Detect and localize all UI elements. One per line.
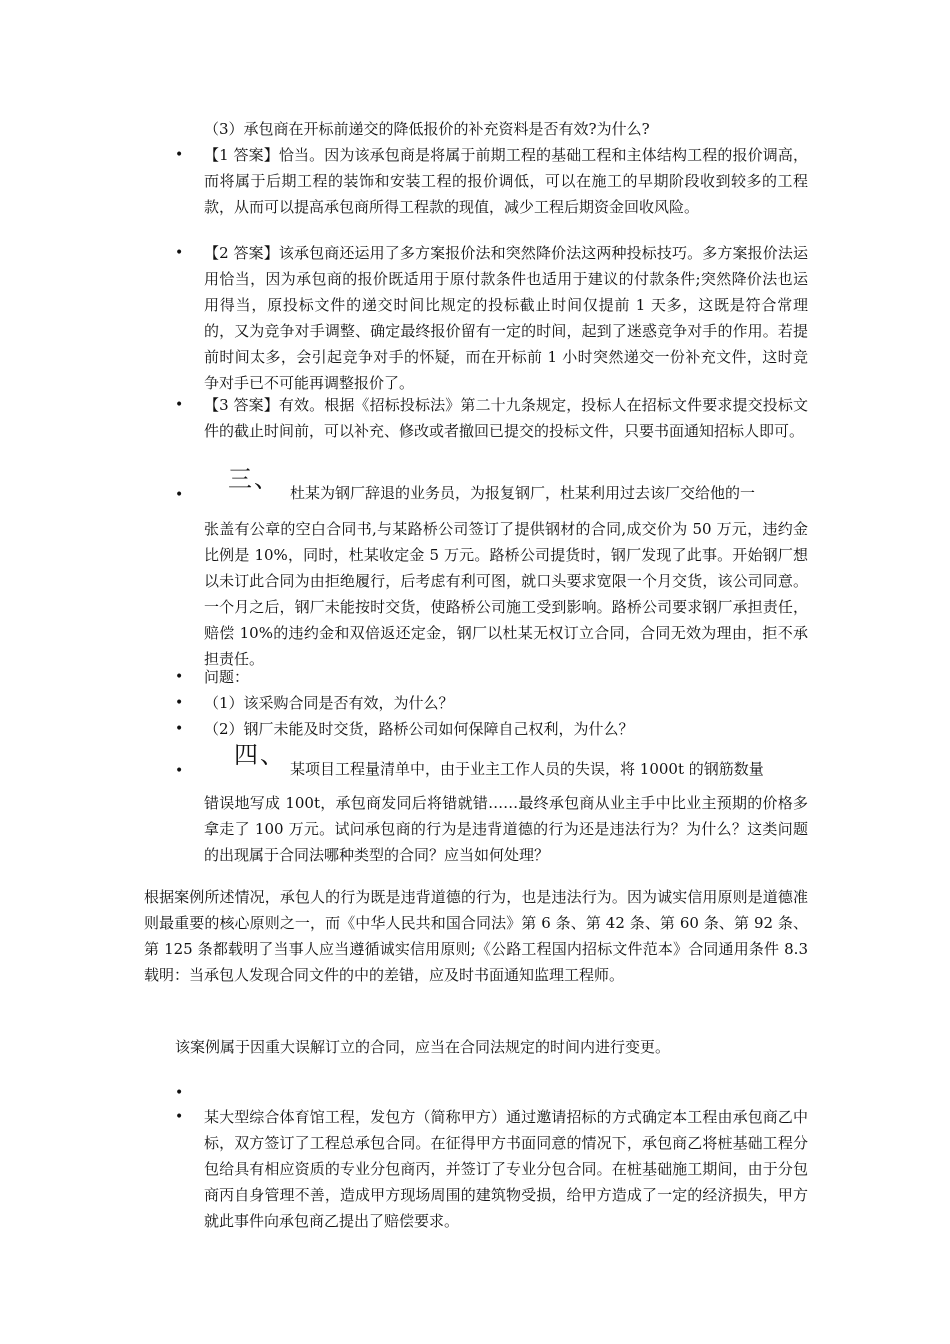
case-3-body: 张盖有公章的空白合同书,与某路桥公司签订了提供钢材的合同,成交价为 50 万元，违约金比例是 10%，同时，杜某收定金 5 万元。路桥公司提货时，钢厂发现了此事。开始钢厂想以未订此合同为由拒绝履行，后考虑有利可图，就口头要求宽限一个月交货，该公司同意。一个月之后，钢厂未能按时交货，使路桥公司施工受到影响。路桥公司要求钢厂承担责任，赔偿 10%的违约金和双倍返还定金，钢厂以杜某无权订立合同，合同无效为理由，拒不承担责任。: [204, 520, 808, 668]
bullet-marker: •: [175, 147, 184, 163]
answer-2: 【2 答案】该承包商还运用了多方案报价法和突然降价法这两种投标技巧。多方案报价法运用恰当，因为承包商的报价既适用于原付款条件也适用于建议的付款条件;突然降价法也运用得当，原投标文件的递交时间比规定的投标截止时间仅提前 1 天多，这既是符合常理的，又为竞争对手调整、确定最终报价留有一定的时间，起到了迷惑竞争对手的作用。若提前时间太多，会引起竞争对手的怀疑，而在开标前 1 小时突然递交一份补充文件，这时竞争对手已不可能再调整报价了。: [204, 244, 808, 392]
bullet-marker: •: [175, 245, 184, 261]
bullet-marker: •: [175, 1085, 184, 1101]
bullet-marker: •: [175, 763, 184, 779]
case-3-first-line: 杜某为钢厂辞退的业务员，为报复钢厂，杜某利用过去该厂交给他的一: [290, 484, 756, 502]
case-5-body: 某大型综合体育馆工程，发包方（简称甲方）通过邀请招标的方式确定本工程由承包商乙中标，双方签订了工程总承包合同。在征得甲方书面同意的情况下，承包商乙将桩基础工程分包给具有相应资质的专业分包商丙，并签订了专业分包合同。在桩基础施工期间，由于分包商丙自身管理不善，造成甲方现场周围的建筑物受损，给甲方造成了一定的经济损失，甲方就此事件向承包商乙提出了赔偿要求。: [204, 1108, 808, 1230]
bullet-marker: •: [175, 487, 184, 503]
bullet-marker: •: [175, 721, 184, 737]
case-3-number: 三、: [228, 465, 280, 493]
question-label: 问题：: [204, 668, 250, 686]
case-4-first-line: 某项目工程量清单中，由于业主工作人员的失误，将 1000t 的钢筋数量: [290, 760, 764, 778]
answer-1: 【1 答案】恰当。因为该承包商是将属于前期工程的基础工程和主体结构工程的报价调高，而将属于后期工程的装饰和安装工程的报价调低，可以在施工的早期阶段收到较多的工程款，从而可以提高承包商所得工程款的现值，减少工程后期资金回收风险。: [204, 146, 808, 216]
case-4-body: 错误地写成 100t，承包商发同后将错就错……最终承包商从业主手中比业主预期的价格多拿走了 100 万元。试问承包商的行为是违背道德的行为还是违法行为？为什么？这类问题的出现属于合同法哪种类型的合同？应当如何处理？: [204, 794, 808, 864]
bullet-marker: •: [175, 669, 184, 685]
bullet-marker: •: [175, 695, 184, 711]
case-4-number: 四、: [234, 741, 286, 769]
conclusion-paragraph: 该案例属于因重大误解订立的合同，应当在合同法规定的时间内进行变更。: [175, 1038, 671, 1056]
answer-3: 【3 答案】有效。根据《招标投标法》第二十九条规定，投标人在招标文件要求提交投标文件的截止时间前，可以补充、修改或者撤回已提交的投标文件，只要书面通知招标人即可。: [204, 396, 808, 440]
case-3-question-2: （2）钢厂未能及时交货，路桥公司如何保障自己权利，为什么？: [204, 720, 634, 738]
bullet-marker: •: [175, 1109, 184, 1125]
question-3: （3）承包商在开标前递交的降低报价的补充资料是否有效?为什么?: [204, 120, 650, 138]
case-3-question-1: （1）该采购合同是否有效，为什么？: [204, 694, 454, 712]
bullet-marker: •: [175, 397, 184, 413]
analysis-paragraph: 根据案例所述情况，承包人的行为既是违背道德的行为，也是违法行为。因为诚实信用原则是道德准则最重要的核心原则之一，而《中华人民共和国合同法》第 6 条、第 42 条、第 60 条、第 92 条、第 125 条都载明了当事人应当遵循诚实信用原则;《公路工程国内招标文件范本》合同通用条件 8.3 载明：当承包人发现合同文件的中的差错，应及时书面通知监理工程师。: [144, 888, 808, 984]
